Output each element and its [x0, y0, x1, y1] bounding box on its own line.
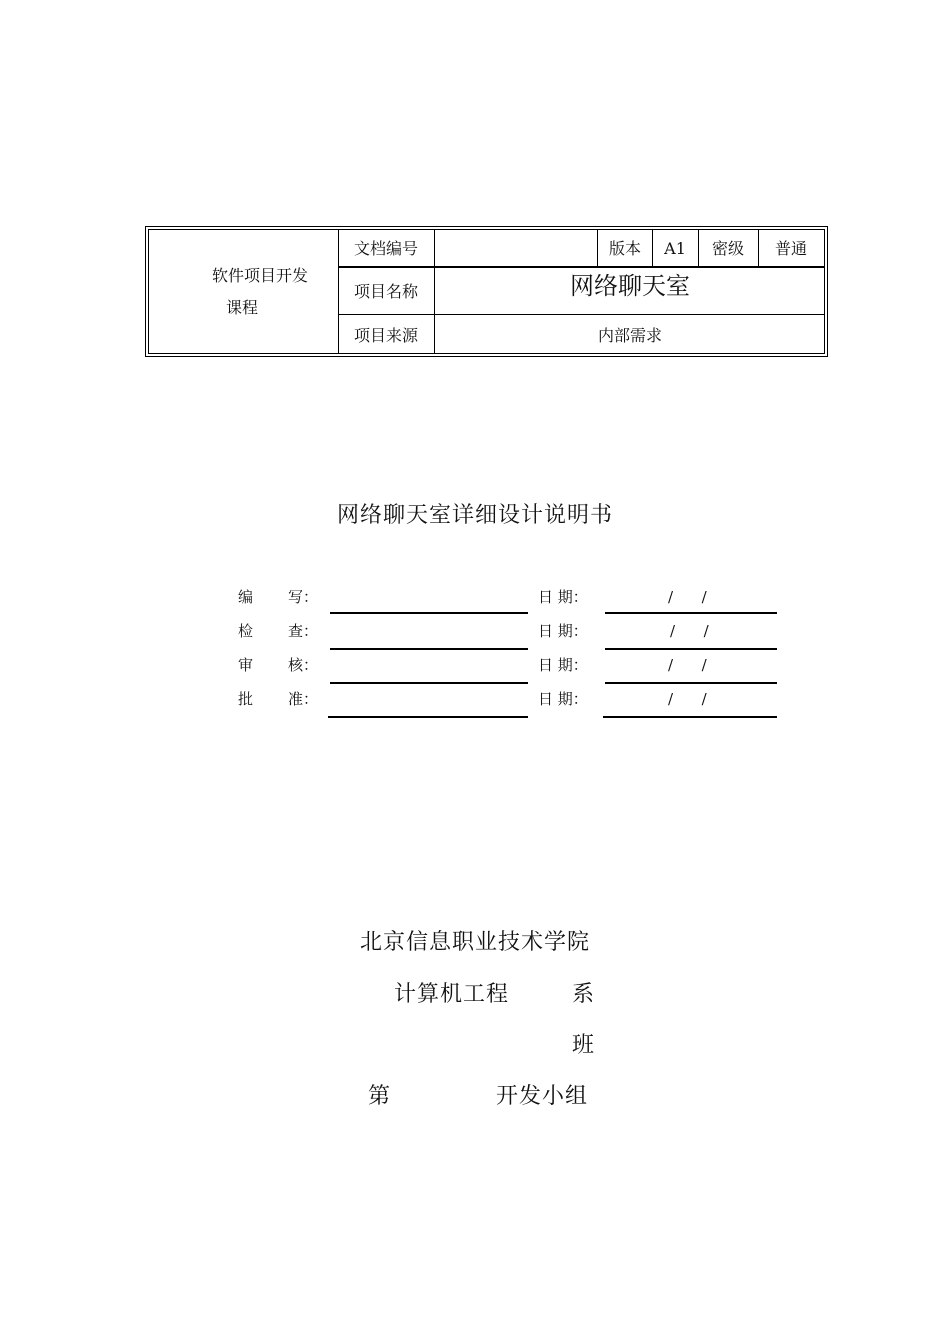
date-label: 日 期： [538, 690, 588, 708]
signature-role-char: 检 [238, 622, 254, 640]
table-divider [434, 229, 435, 354]
department-name: 计算机工程 [394, 982, 510, 1007]
signature-role-char: 批 [238, 690, 254, 708]
project-name-label: 项目名称 [353, 282, 419, 301]
table-divider [652, 229, 653, 267]
date-value: / / [668, 690, 707, 708]
class-suffix: 班 [572, 1033, 596, 1058]
date-input-line[interactable] [605, 648, 777, 650]
signature-input-line[interactable] [330, 648, 528, 650]
school-name: 北京信息职业技术学院 [360, 930, 591, 955]
table-divider [338, 229, 339, 354]
group-prefix: 第 [368, 1084, 392, 1109]
date-label: 日 期： [538, 622, 588, 640]
signature-role-char: 编 [238, 588, 254, 606]
signature-role-label: 核： [288, 656, 319, 674]
version-label: 版本 [608, 239, 642, 258]
table-divider [758, 229, 759, 267]
signature-role-char: 审 [238, 656, 254, 674]
project-name-value: 网络聊天室 [570, 272, 690, 300]
date-input-line[interactable] [605, 682, 777, 684]
date-value: / / [668, 656, 707, 674]
signature-role-label: 查： [288, 622, 319, 640]
date-value: / / [668, 588, 707, 606]
course-label-line2: 课程 [226, 298, 259, 317]
date-label: 日 期： [538, 588, 588, 606]
table-divider [698, 229, 699, 267]
course-label-line1: 软件项目开发 [212, 266, 309, 285]
secret-level-value: 普通 [774, 239, 808, 258]
project-source-label: 项目来源 [353, 326, 419, 345]
secret-level-label: 密级 [711, 239, 745, 258]
date-input-line[interactable] [605, 612, 777, 614]
date-value: / / [670, 622, 709, 640]
signature-input-line[interactable] [330, 682, 528, 684]
signature-input-line[interactable] [328, 716, 528, 718]
table-row-divider [338, 314, 825, 315]
date-input-line[interactable] [603, 716, 777, 718]
department-suffix: 系 [572, 982, 596, 1007]
table-row-divider [338, 266, 825, 268]
table-divider [597, 229, 598, 267]
doc-number-label: 文档编号 [353, 239, 419, 258]
date-label: 日 期： [538, 656, 588, 674]
signature-role-label: 写： [288, 588, 319, 606]
signature-role-label: 准： [288, 690, 319, 708]
version-value: A1 [664, 239, 686, 258]
document-title: 网络聊天室详细设计说明书 [336, 503, 613, 528]
project-source-value: 内部需求 [597, 326, 663, 345]
group-suffix: 开发小组 [496, 1084, 589, 1109]
signature-input-line[interactable] [330, 612, 528, 614]
